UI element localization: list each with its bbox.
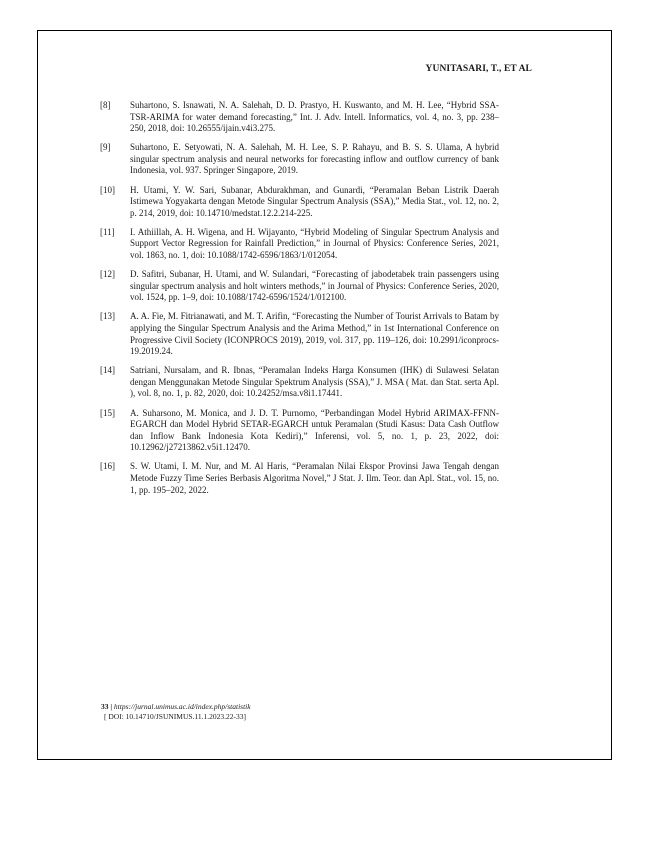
footer-doi: [ DOI: 10.14710/JSUNIMUS.11.1.2023.22-33] bbox=[104, 712, 247, 721]
reference-item bbox=[100, 408, 499, 454]
reference-text: Suhartono, E. Setyowati, N. A. Salehah, M. H. Lee, S. P. Rahayu, and B. S. S. Ulama, A hybrid singular spectrum analysis and neural networks for forecasting inflow and outflow currency of bank Indonesia, vol. 937. Springer Singapore, 2019. bbox=[130, 142, 499, 176]
page-footer bbox=[101, 702, 251, 722]
reference-item bbox=[100, 100, 499, 135]
reference-number: [9] bbox=[100, 142, 111, 153]
journal-url-link[interactable]: https://jurnal.unimus.ac.id/index.php/statistik bbox=[113, 702, 251, 711]
page-number: 33 | bbox=[101, 702, 113, 711]
reference-list bbox=[100, 100, 499, 504]
reference-item bbox=[100, 365, 499, 400]
reference-item bbox=[100, 227, 499, 262]
reference-item bbox=[100, 461, 499, 496]
reference-item bbox=[100, 185, 499, 220]
reference-item bbox=[100, 311, 499, 357]
reference-text: D. Safitri, Subanar, H. Utami, and W. Sulandari, “Forecasting of jabodetabek train passengers using singular spectrum analysis and holt winters methods,” in Journal of Physics: Conference Series, 2020, vol. 1524, pp. 1–9, doi: 10.1088/1742-6596/1524/1/012100. bbox=[130, 269, 499, 303]
reference-number: [13] bbox=[100, 311, 115, 322]
reference-item bbox=[100, 142, 499, 177]
reference-item bbox=[100, 269, 499, 304]
reference-text: I. Athiillah, A. H. Wigena, and H. Wijayanto, “Hybrid Modeling of Singular Spectrum Analysis and Support Vector Regression for Rainfall Prediction,” in Journal of Physics: Conference Series, 2021, vol. 1863, no. 1, doi: 10.1088/1742-6596/1863/1/012054. bbox=[130, 226, 499, 261]
reference-text: H. Utami, Y. W. Sari, Subanar, Abdurakhman, and Gunardi, “Peramalan Beban Listrik Daerah Istimewa Yogyakarta dengan Metode Singular Spectrum Analysis (SSA),” Media Stat., vol. 12, no. 2, p. 214, 2019, doi: 10.14710/medstat.12.2.214-225. bbox=[130, 184, 499, 218]
reference-text: S. W. Utami, I. M. Nur, and M. Al Haris, “Peramalan Nilai Ekspor Provinsi Jawa Tengah dengan Metode Fuzzy Time Series Berbasis Algoritma Novel,” J Stat. J. Ilm. Teor. dan Apl. Stat., vol. 15, no. 1, pp. 195–202, 2022. bbox=[130, 461, 499, 495]
reference-number: [16] bbox=[100, 461, 115, 472]
reference-number: [8] bbox=[100, 100, 111, 110]
reference-number: [12] bbox=[100, 269, 115, 280]
reference-text: Suhartono, S. Isnawati, N. A. Salehah, D. D. Prastyo, H. Kuswanto, and M. H. Lee, “Hybrid SSA-TSR-ARIMA for water demand forecasting,” Int. J. Adv. Intell. Informatics, vol. 4, no. 3, pp. 238–250, 2018, doi: 10.26555/ijain.v4i3.275. bbox=[130, 100, 499, 134]
reference-number: [11] bbox=[100, 226, 115, 237]
running-head: YUNITASARI, T., ET AL bbox=[425, 64, 532, 74]
reference-number: [15] bbox=[100, 407, 115, 418]
reference-text: A. A. Fie, M. Fitrianawati, and M. T. Arifin, “Forecasting the Number of Tourist Arrivals to Batam by applying the Singular Spectrum Analysis and the Arima Method,” in 1st International Conference on Progressive Civil Society (ICONPROCS 2019), 2019, vol. 317, pp. 119–126, doi: 10.2991/iconprocs-19.2019.24. bbox=[130, 311, 499, 357]
reference-number: [14] bbox=[100, 365, 115, 376]
reference-text: A. Suharsono, M. Monica, and J. D. T. Purnomo, “Perbandingan Model Hybrid ARIMAX-FFNN-EGARCH dan Model Hybrid SETAR-EGARCH untuk Peramalan (Studi Kasus: Data Cash Outflow dan Inflow Bank Indonesia Kota Kediri),” Inferensi, vol. 5, no. 1, p. 23, 2022, doi: 10.12962/j27213862.v5i1.12470. bbox=[130, 407, 499, 453]
reference-text: Satriani, Nursalam, and R. Ibnas, “Peramalan Indeks Harga Konsumen (IHK) di Sulawesi Selatan dengan Menggunakan Metode Singular Spektrum Analysis (SSA),” J. MSA ( Mat. dan Stat. serta Apl. ), vol. 8, no. 1, p. 82, 2020, doi: 10.24252/msa.v8i1.17441. bbox=[130, 365, 499, 399]
reference-number: [10] bbox=[100, 184, 115, 195]
